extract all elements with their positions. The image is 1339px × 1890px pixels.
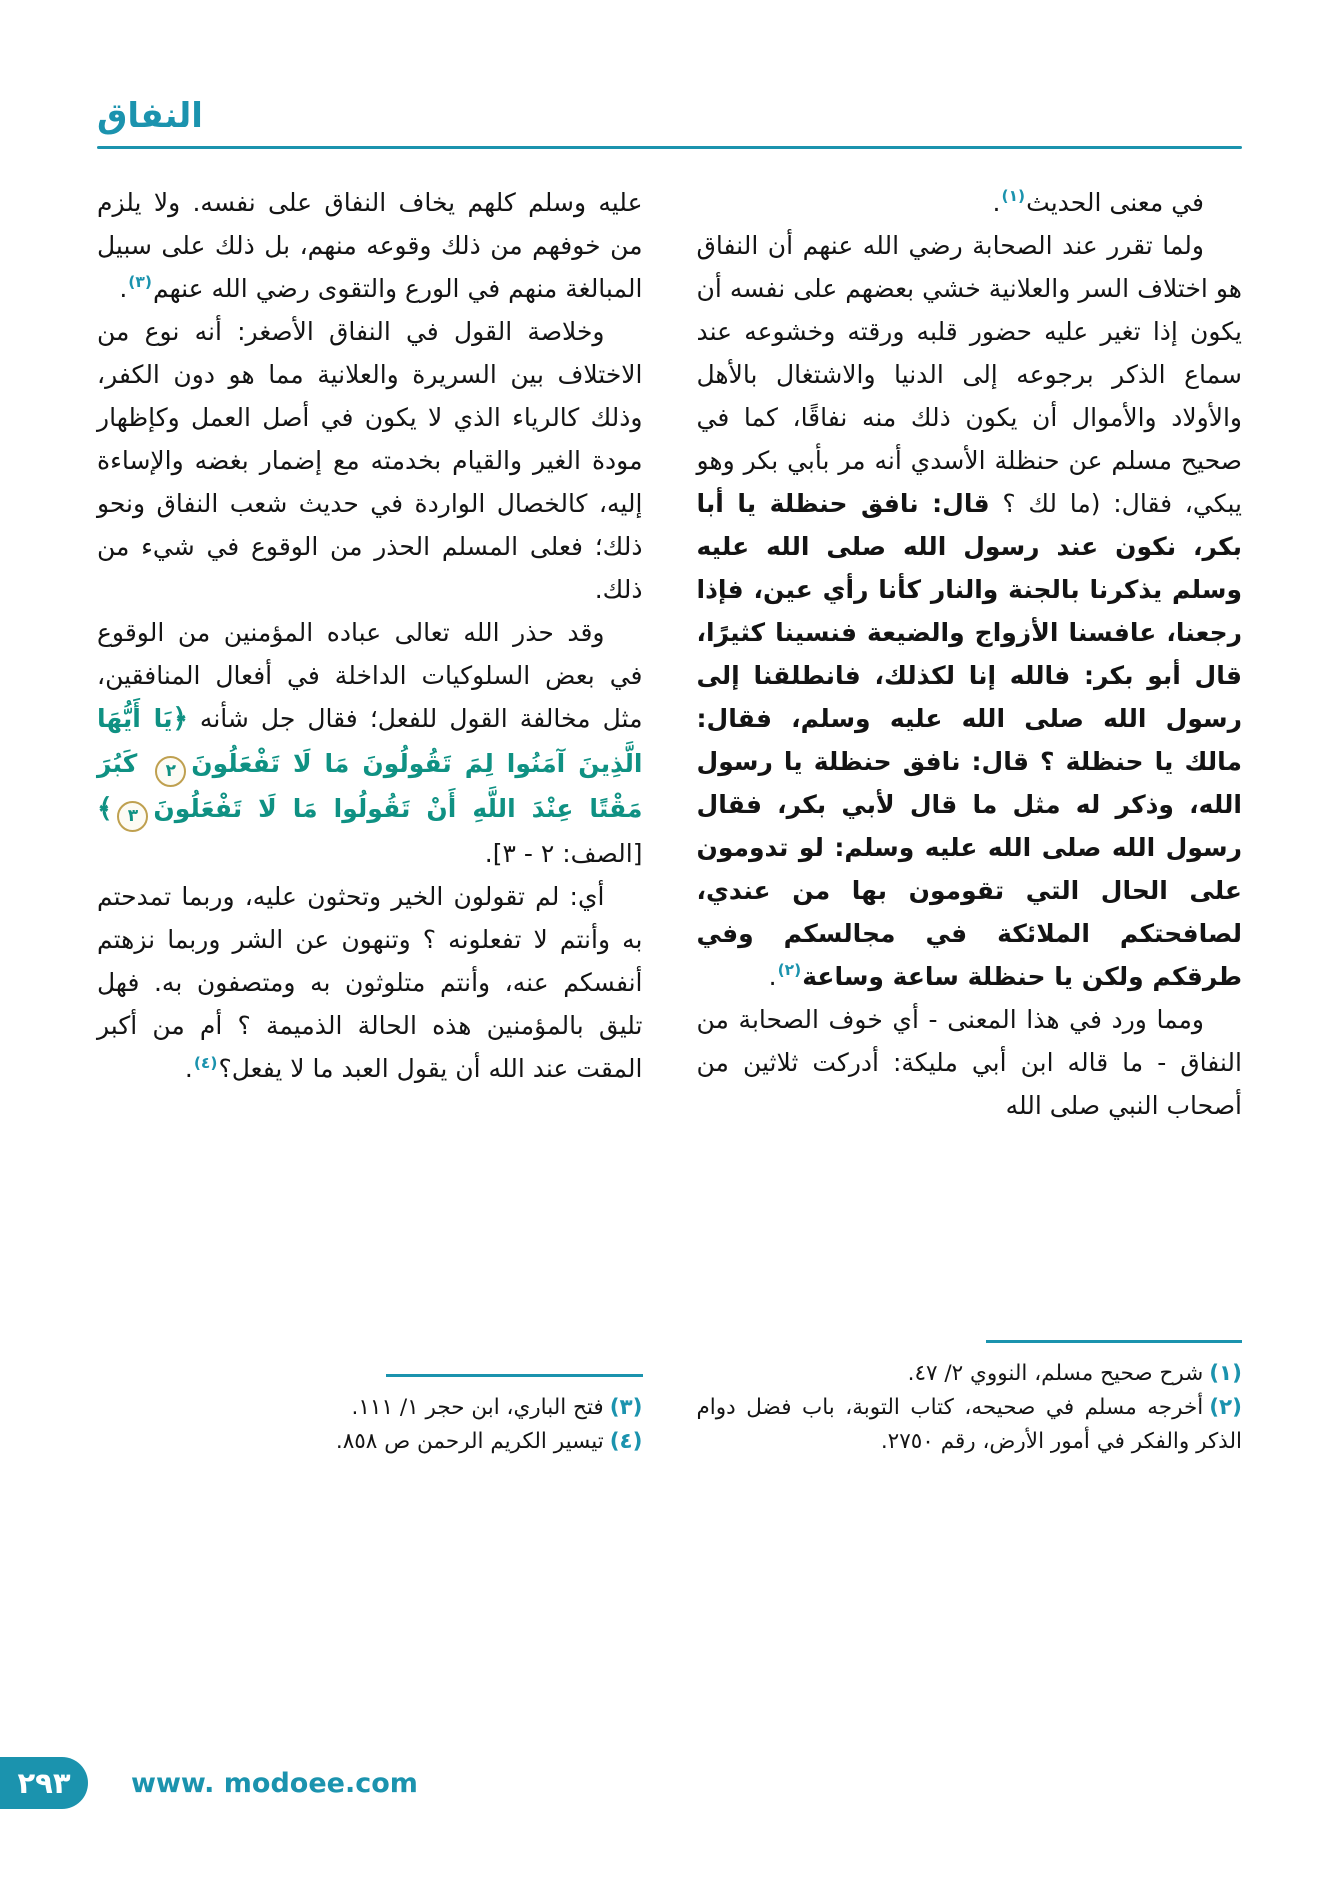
ayah-number-icon: ٢: [155, 756, 186, 787]
footnote-ref-1: (١): [1001, 187, 1026, 206]
footnote-ref-3: (٣): [128, 273, 152, 292]
footnotes-separator: [986, 1340, 1242, 1343]
footnote-item: [97, 1391, 643, 1425]
header-rule: [97, 146, 1242, 149]
page-title: النفاق: [97, 96, 203, 136]
verse-reference: [الصف: ٢ - ٣].: [484, 839, 643, 869]
ayah-number-icon: ٣: [117, 801, 148, 832]
footnote-marker: (٤): [609, 1428, 643, 1454]
footnote-item: [697, 1357, 1243, 1391]
footnote-ref-4: (٤): [193, 1053, 218, 1072]
footnote-text: فتح الباري، ابن حجر ١/ ١١١.: [351, 1394, 604, 1420]
page-number: ٢٩٣: [17, 1765, 71, 1800]
paragraph: [97, 181, 643, 310]
footnote-marker: (١): [1209, 1360, 1242, 1386]
paragraph-tail: .: [992, 187, 1001, 217]
footnote-ref-2: (٢): [777, 961, 802, 980]
footnote-text: شرح صحيح مسلم، النووي ٢/ ٤٧.: [907, 1360, 1204, 1386]
website-text: www. modoee.com: [131, 1768, 418, 1799]
column-right: [697, 181, 1243, 1459]
paragraph: [97, 875, 643, 1090]
verse-text-2: كَبُرَ مَقْتًا عِنْدَ اللَّهِ أَنْ تَقُولُوا مَا لَا تَفْعَلُونَ: [97, 748, 643, 823]
verse-text-1: يَا أَيُّهَا الَّذِينَ آمَنُوا لِمَ تَقُولُونَ مَا لَا تَفْعَلُونَ: [97, 703, 643, 778]
paragraph: [697, 224, 1243, 998]
paragraph-with-verse: [97, 611, 643, 875]
footnote-marker: (٣): [609, 1394, 643, 1420]
paragraph-text: عليه وسلم كلهم يخاف النفاق على نفسه. ولا يلزم من خوفهم من ذلك وقوعه منهم، بل ذلك على سبيل المبالغة منهم في الورع والتقوى رضي الله عنهم: [97, 187, 643, 303]
paragraph: وخلاصة القول في النفاق الأصغر: أنه نوع من الاختلاف بين السريرة والعلانية مما هو دون الكفر، وذلك كالرياء الذي لا يكون في أصل العمل وكإظهار مودة الغير والقيام بخدمته مع إضمار بغضه والإساءة إليه، كالخصال الواردة في حديث شعب النفاق ونحو ذلك؛ فعلى المسلم الحذر من الوقوع في شيء من ذلك.: [97, 316, 643, 604]
column-left: [97, 181, 643, 1459]
footnote-item: [697, 1391, 1243, 1459]
ornate-close-paren: ﴾: [97, 793, 113, 824]
paragraph-text: ولما تقرر عند الصحابة رضي الله عنهم أن النفاق هو اختلاف السر والعلانية خشي بعضهم على نفسه أن يكون إذا تغير عليه حضور قلبه ورقته وخشوعه عند سماع الذكر برجوعه إلى الدنيا والاشتغال بالأهل والأولاد والأموال أن يكون ذلك منه نفاقًا، كما في صحيح مسلم عن حنظلة الأسدي أنه مر بأبي بكر وهو يبكي، فقال: (ما لك ؟: [696, 230, 1242, 518]
footnote-text: أخرجه مسلم في صحيحه، كتاب التوبة، باب فضل دوام الذكر والفكر في أمور الأرض، رقم ٢٧٥٠.: [696, 1394, 1242, 1454]
footnotes-right: [697, 1330, 1243, 1459]
hadith-quote: قال: نافق حنظلة يا أبا بكر، نكون عند رسول الله صلى الله عليه وسلم يذكرنا بالجنة والنار كأنا رأي عين، فإذا رجعنا، عافسنا الأزواج والضيعة فنسينا كثيرًا، قال أبو بكر: فالله إنا لكذلك، فانطلقنا إلى رسول الله صلى الله عليه وسلم، فقال: مالك يا حنظلة ؟ قال: نافق حنظلة يا رسول الله، وذكر له مثل ما قال لأبي بكر، فقال رسول الله صلى الله عليه وسلم: لو تدومون على الحال التي تقومون بها من عندي، لصافحتكم الملائكة في مجالسكم وفي طرقكم ولكن يا حنظلة ساعة وساعة: [696, 488, 1242, 991]
paragraph-text: وقد حذر الله تعالى عباده المؤمنين من الوقوع في بعض السلوكيات الداخلة في أفعال المنافقين، مثل مخالفة القول للفعل؛ فقال جل شأنه: [97, 617, 643, 733]
paragraph-tail: .: [119, 273, 128, 303]
paragraph-tail: .: [768, 961, 777, 991]
footnote-text: تيسير الكريم الرحمن ص ٨٥٨.: [335, 1428, 604, 1454]
paragraph-text: في معنى الحديث: [1026, 187, 1204, 217]
paragraph: ومما ورد في هذا المعنى - أي خوف الصحابة من النفاق - ما قاله ابن أبي مليكة: أدركت ثلاثين من أصحاب النبي صلى الله: [696, 1004, 1242, 1120]
paragraph-tail: .: [184, 1054, 193, 1084]
footnotes-left: [97, 1364, 643, 1459]
footnote-item: [97, 1425, 643, 1459]
footnotes-separator: [386, 1374, 642, 1377]
paragraph-text: أي: لم تقولون الخير وتحثون عليه، وربما تمدحتم به وأنتم لا تفعلونه ؟ وتنهون عن الشر وربما نزهتم أنفسكم عنه، وأنتم متلوثون به ومتصفون به. فهل تليق بالمؤمنين هذه الحالة الذميمة ؟ أم من أكبر المقت عند الله أن يقول العبد ما لا يفعل؟: [97, 882, 643, 1084]
paragraph: [697, 181, 1243, 224]
page-number-badge: [0, 1757, 88, 1809]
two-column-layout: [97, 181, 1242, 1459]
ornate-open-paren: ﴿: [172, 703, 188, 734]
footnote-marker: (٢): [1209, 1394, 1242, 1420]
